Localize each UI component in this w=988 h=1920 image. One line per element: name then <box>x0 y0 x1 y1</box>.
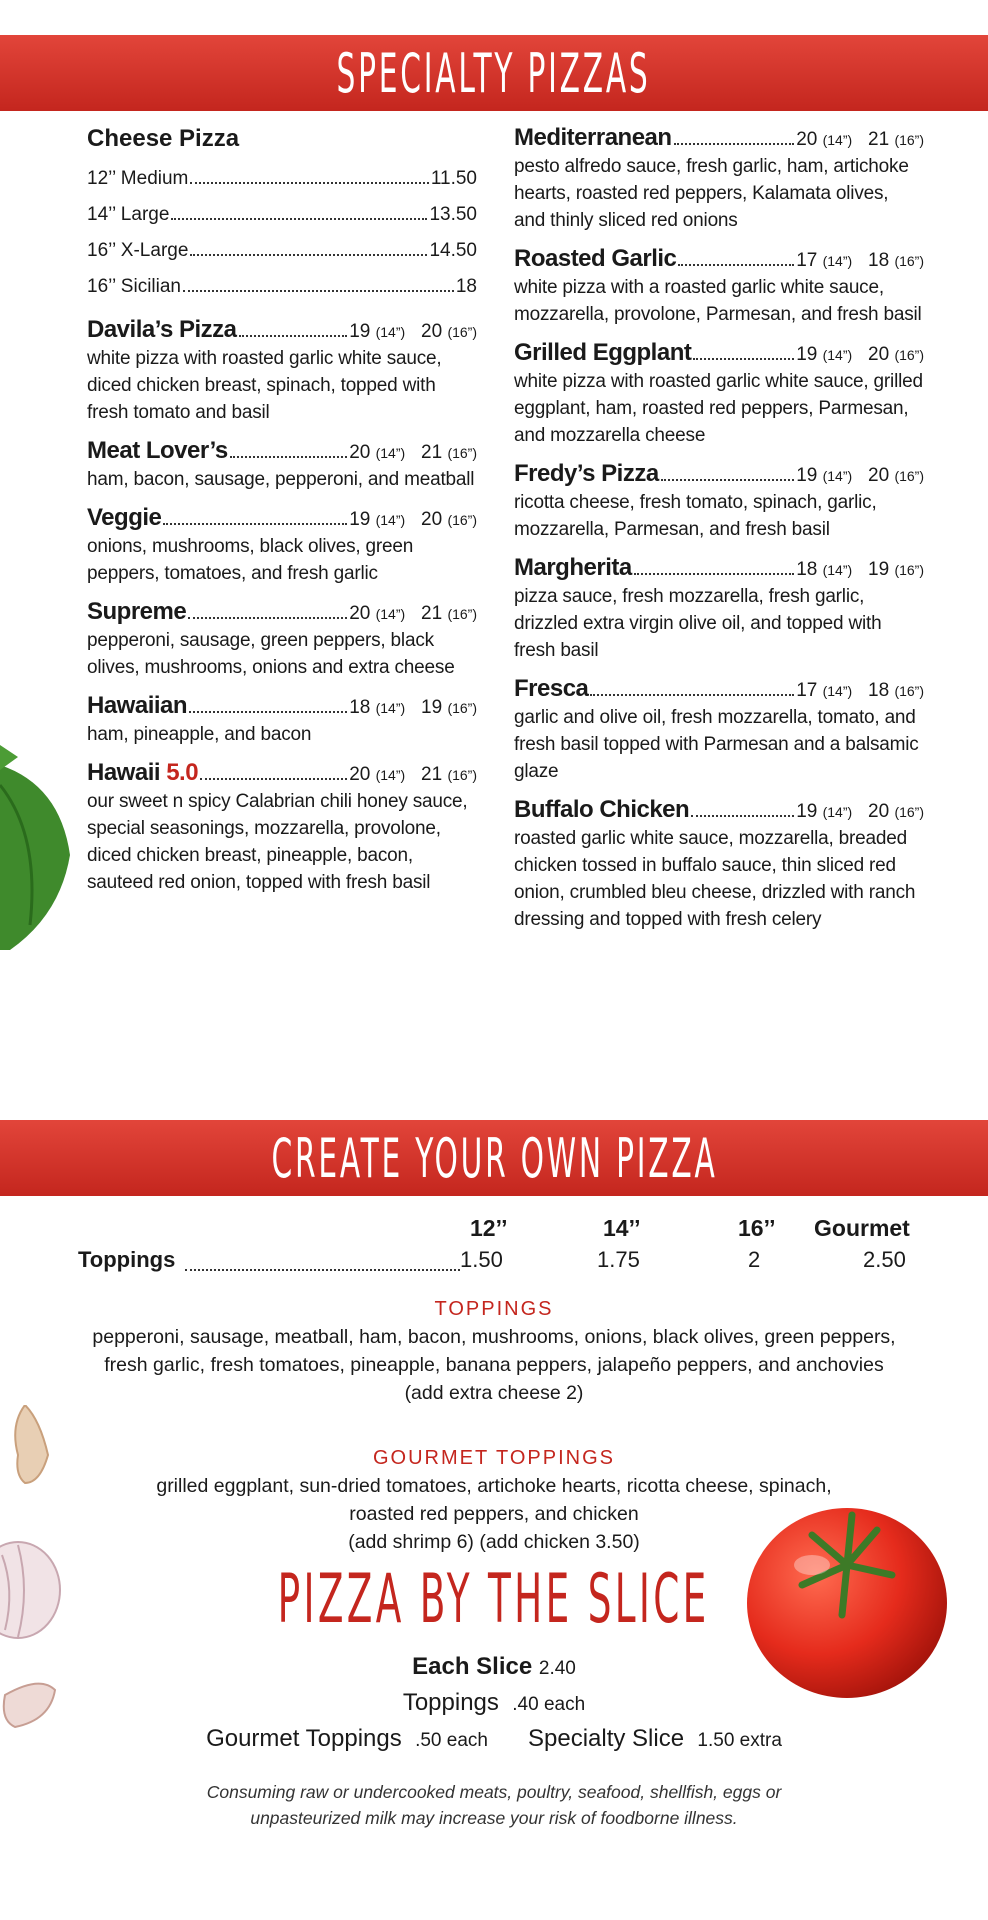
menu-item <box>87 599 477 681</box>
item-header <box>514 676 924 704</box>
size-row <box>87 161 477 197</box>
item-header <box>514 340 924 368</box>
size-row <box>87 197 477 233</box>
item-header <box>87 317 477 345</box>
item-header <box>514 246 924 274</box>
toppings-list: pepperoni, sausage, meatball, ham, bacon, mushrooms, onions, black olives, green peppers, fresh garlic, fresh tomatoes, pineapple, banana peppers, jalapeño peppers, and anchovies <box>92 1326 896 1376</box>
menu-item <box>87 693 477 748</box>
size-row <box>87 233 477 269</box>
topping-price-grid <box>60 1215 920 1279</box>
gourmet-toppings-section <box>90 1444 898 1556</box>
grid-row <box>60 1247 920 1279</box>
size-price: 14.50 <box>429 240 477 261</box>
price-14: 1.75 <box>597 1247 640 1272</box>
each-slice-line <box>90 1650 898 1686</box>
item-description: ham, pineapple, and bacon <box>87 724 312 745</box>
item-description: onions, mushrooms, black olives, green peppers, tomatoes, and fresh garlic <box>87 536 414 584</box>
each-slice-price: 2.40 <box>538 1658 576 1679</box>
item-description: garlic and olive oil, fresh mozzarella, tomato, and fresh basil topped with Parmesan and a balsamic glaze <box>514 707 919 782</box>
menu-item <box>514 797 924 933</box>
item-header <box>87 693 477 721</box>
specialty-slice-price: 1.50 extra <box>697 1730 782 1751</box>
item-description: roasted garlic white sauce, mozzarella, breaded chicken tossed in buffalo sauce, thin sliced red onion, crumbled bleu cheese, drizzled with ranch dressing and topped with fresh celery <box>514 828 916 930</box>
disclaimer <box>90 1779 898 1831</box>
col-16: 16’’ <box>738 1215 776 1241</box>
disclaimer-line: Consuming raw or undercooked meats, poultry, seafood, shellfish, eggs or <box>206 1782 782 1802</box>
menu-item-cheese-pizza <box>87 125 477 305</box>
item-name: Fresca <box>514 675 589 702</box>
item-name-accent: 5.0 <box>166 759 199 786</box>
item-name: Hawaiian <box>87 692 188 719</box>
item-description: ham, bacon, sausage, pepperoni, and meatball <box>87 469 475 490</box>
item-name: Fredy’s Pizza <box>514 460 659 487</box>
item-header <box>87 599 477 627</box>
item-price: 18 (14”) 19 (16”) <box>349 697 477 718</box>
garlic-image <box>0 1405 70 1735</box>
menu-item <box>87 317 477 426</box>
row-label: Toppings <box>78 1247 176 1272</box>
item-name: Supreme <box>87 598 187 625</box>
item-name: Veggie <box>87 504 162 531</box>
menu-item <box>514 555 924 664</box>
menu-item <box>87 438 477 493</box>
gourmet-extra: (add shrimp 6) (add chicken 3.50) <box>348 1531 640 1553</box>
item-description: our sweet n spicy Calabrian chili honey sauce, special seasonings, mozzarella, provolone, diced chicken breast, pineapple, bacon, sauteed red onion, topped with fresh basil <box>87 791 468 893</box>
item-name: Davila’s Pizza <box>87 316 237 343</box>
item-description: pepperoni, sausage, green peppers, black olives, mushrooms, onions and extra cheese <box>87 630 455 678</box>
item-price: 18 (14”) 19 (16”) <box>796 559 924 580</box>
item-header <box>514 461 924 489</box>
item-price: 20 (14”) 21 (16”) <box>349 764 477 785</box>
item-price: 19 (14”) 20 (16”) <box>349 509 477 530</box>
slice-toppings-label: Toppings <box>402 1689 499 1716</box>
create-your-own-banner <box>0 1120 988 1196</box>
gourmet-heading: GOURMET TOPPINGS <box>372 1447 616 1469</box>
item-name: Hawaii 5.0 <box>87 759 199 786</box>
item-name: Margherita <box>514 554 632 581</box>
specialty-slice-label: Specialty Slice <box>528 1725 685 1752</box>
price-gourmet: 2.50 <box>863 1247 906 1272</box>
item-price: 20 (14”) 21 (16”) <box>349 603 477 624</box>
size-row <box>87 269 477 305</box>
gourmet-list: grilled eggplant, sun-dried tomatoes, artichoke hearts, ricotta cheese, spinach, roasted red peppers, and chicken <box>156 1475 832 1525</box>
menu-item <box>87 505 477 587</box>
basil-leaf-image <box>0 745 80 955</box>
menu-item <box>514 676 924 785</box>
slice-section <box>90 1560 898 1758</box>
toppings-heading: TOPPINGS <box>434 1298 554 1320</box>
col-14: 14’’ <box>603 1215 641 1241</box>
size-price: 11.50 <box>430 168 477 189</box>
price-16: 2 <box>748 1247 761 1272</box>
item-name: Meat Lover’s <box>87 437 228 464</box>
item-name: Buffalo Chicken <box>514 796 690 823</box>
menu-item <box>87 760 477 896</box>
slice-extras-line <box>90 1722 898 1758</box>
menu-item <box>514 246 924 328</box>
item-header <box>87 760 477 788</box>
menu-item <box>514 461 924 543</box>
col-gourmet: Gourmet <box>814 1215 910 1241</box>
item-price: 17 (14”) 18 (16”) <box>796 250 924 271</box>
item-header <box>87 505 477 533</box>
section-title: SPECIALTY PIZZAS <box>336 41 652 105</box>
menu-column-right <box>514 125 924 945</box>
size-price: 18 <box>455 276 477 297</box>
item-price: 20 (14”) 21 (16”) <box>796 129 924 150</box>
slice-toppings-price: .40 each <box>512 1694 586 1715</box>
size-price: 13.50 <box>429 204 477 225</box>
item-header <box>514 555 924 583</box>
specialty-pizzas-banner <box>0 35 988 111</box>
size-label: 16’’ X-Large <box>87 240 189 261</box>
size-label: 16’’ Sicilian <box>87 276 181 297</box>
item-header <box>87 438 477 466</box>
item-name: Grilled Eggplant <box>514 339 692 366</box>
item-header <box>514 797 924 825</box>
item-description: white pizza with roasted garlic white sauce, diced chicken breast, spinach, topped with fresh tomato and basil <box>87 348 442 423</box>
item-name: Cheese Pizza <box>87 125 240 152</box>
slice-toppings-line <box>90 1686 898 1722</box>
toppings-extra: (add extra cheese 2) <box>404 1382 584 1404</box>
menu-item <box>514 125 924 234</box>
item-description: pesto alfredo sauce, fresh garlic, ham, artichoke hearts, roasted red peppers, Kalamata olives, and thinly sliced red onions <box>514 156 909 231</box>
price-12: 1.50 <box>460 1247 503 1272</box>
item-price: 19 (14”) 20 (16”) <box>796 801 924 822</box>
size-label: 12’’ Medium <box>87 168 189 189</box>
item-description: ricotta cheese, fresh tomato, spinach, garlic, mozzarella, Parmesan, and fresh basil <box>514 492 877 540</box>
item-description: white pizza with roasted garlic white sauce, grilled eggplant, ham, roasted red peppers, Parmesan, and mozzarella cheese <box>514 371 923 446</box>
menu-item <box>514 340 924 449</box>
item-name: Roasted Garlic <box>514 245 677 272</box>
toppings-section <box>90 1295 898 1407</box>
col-12: 12’’ <box>470 1215 508 1241</box>
item-header <box>514 125 924 153</box>
slice-gourmet-price: .50 each <box>415 1730 488 1751</box>
section-title: CREATE YOUR OWN PIZZA <box>270 1126 718 1190</box>
item-name: Mediterranean <box>514 124 672 151</box>
item-price: 19 (14”) 20 (16”) <box>796 344 924 365</box>
item-description: pizza sauce, fresh mozzarella, fresh garlic, drizzled extra virgin olive oil, and topped with fresh basil <box>514 586 882 661</box>
item-price: 20 (14”) 21 (16”) <box>349 442 477 463</box>
item-price: 19 (14”) 20 (16”) <box>796 465 924 486</box>
item-price: 17 (14”) 18 (16”) <box>796 680 924 701</box>
item-description: white pizza with a roasted garlic white sauce, mozzarella, provolone, Parmesan, and fresh basil <box>514 277 922 325</box>
menu-column-left <box>87 125 477 908</box>
grid-header <box>60 1215 920 1247</box>
slice-title: PIZZA BY THE SLICE <box>278 1560 710 1639</box>
slice-gourmet-label: Gourmet Toppings <box>206 1725 402 1752</box>
disclaimer-line: unpasteurized milk may increase your risk of foodborne illness. <box>250 1808 738 1828</box>
size-label: 14’’ Large <box>87 204 170 225</box>
item-price: 19 (14”) 20 (16”) <box>349 321 477 342</box>
each-slice-label: Each Slice <box>412 1653 533 1680</box>
